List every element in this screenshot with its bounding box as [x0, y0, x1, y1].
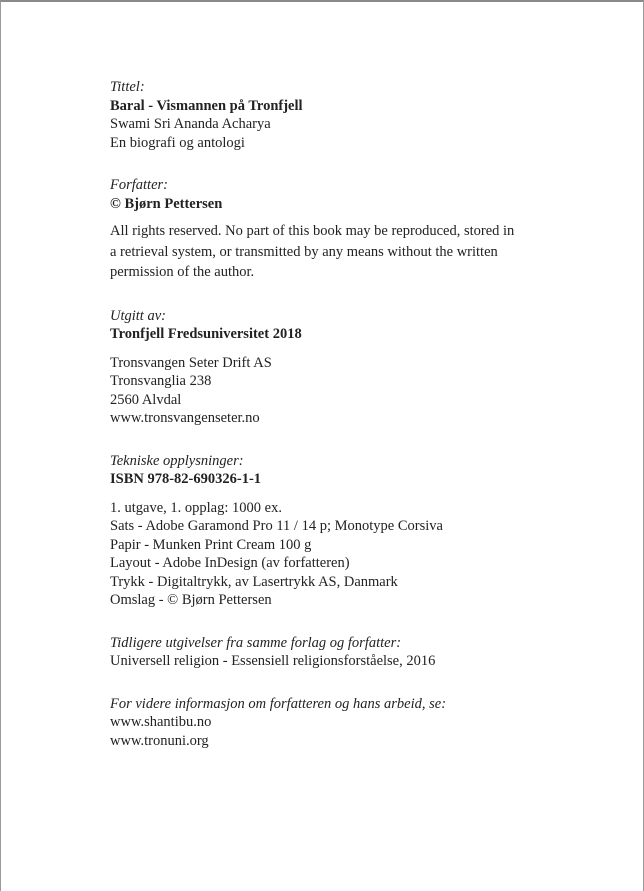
technical-section — [110, 452, 540, 610]
book-description: En biografi og antologi — [110, 134, 245, 151]
book-subtitle: Swami Sri Ananda Acharya — [110, 116, 271, 132]
publisher-section — [110, 307, 540, 428]
technical-detail: 1. utgave, 1. opplag: 1000 ex. — [110, 499, 282, 516]
author-label: Forfatter: — [110, 177, 168, 193]
info-section — [110, 695, 540, 751]
technical-detail: Layout - Adobe InDesign (av forfatteren) — [110, 555, 350, 571]
book-title: Baral - Vismannen på Tronfjell — [110, 97, 303, 114]
info-link: www.tronuni.org — [110, 732, 209, 749]
address-line: Tronsvanglia 238 — [110, 373, 212, 389]
rights-statement — [110, 221, 530, 283]
info-label: For videre informasjon om forfatteren og hans arbeid, se: — [110, 695, 447, 712]
address-line: 2560 Alvdal — [110, 391, 182, 408]
title-section — [110, 78, 540, 152]
previous-publications-label: Tidligere utgivelser fra samme forlag og forfatter: — [110, 634, 402, 651]
previous-publication: Universell religion - Essensiell religionsforståelse, 2016 — [110, 653, 436, 669]
technical-detail: Sats - Adobe Garamond Pro 11 / 14 p; Monotype Corsiva — [110, 518, 443, 534]
publisher-label: Utgitt av: — [110, 307, 166, 324]
technical-detail: Papir - Munken Print Cream 100 g — [110, 536, 312, 553]
title-label: Tittel: — [110, 79, 145, 95]
publisher-website: www.tronsvangenseter.no — [110, 410, 260, 426]
author-name: © Bjørn Pettersen — [110, 195, 223, 212]
rights-line: All rights reserved. No part of this book may be reproduced, stored in — [110, 223, 515, 239]
isbn: ISBN 978-82-690326-1-1 — [110, 471, 262, 487]
technical-label: Tekniske opplysninger: — [110, 452, 244, 469]
colophon — [110, 78, 540, 750]
technical-detail: Trykk - Digitaltrykk, av Lasertrykk AS, Danmark — [110, 573, 398, 590]
technical-detail: Omslag - © Bjørn Pettersen — [110, 592, 272, 608]
previous-publications-section — [110, 634, 540, 671]
publisher-name: Tronfjell Fredsuniversitet 2018 — [110, 326, 302, 342]
info-link: www.shantibu.no — [110, 714, 212, 730]
address-line: Tronsvangen Seter Drift AS — [110, 354, 272, 371]
rights-line: permission of the author. — [110, 264, 255, 280]
rights-line: a retrieval system, or transmitted by any means without the written — [110, 243, 498, 260]
author-section — [110, 176, 540, 283]
